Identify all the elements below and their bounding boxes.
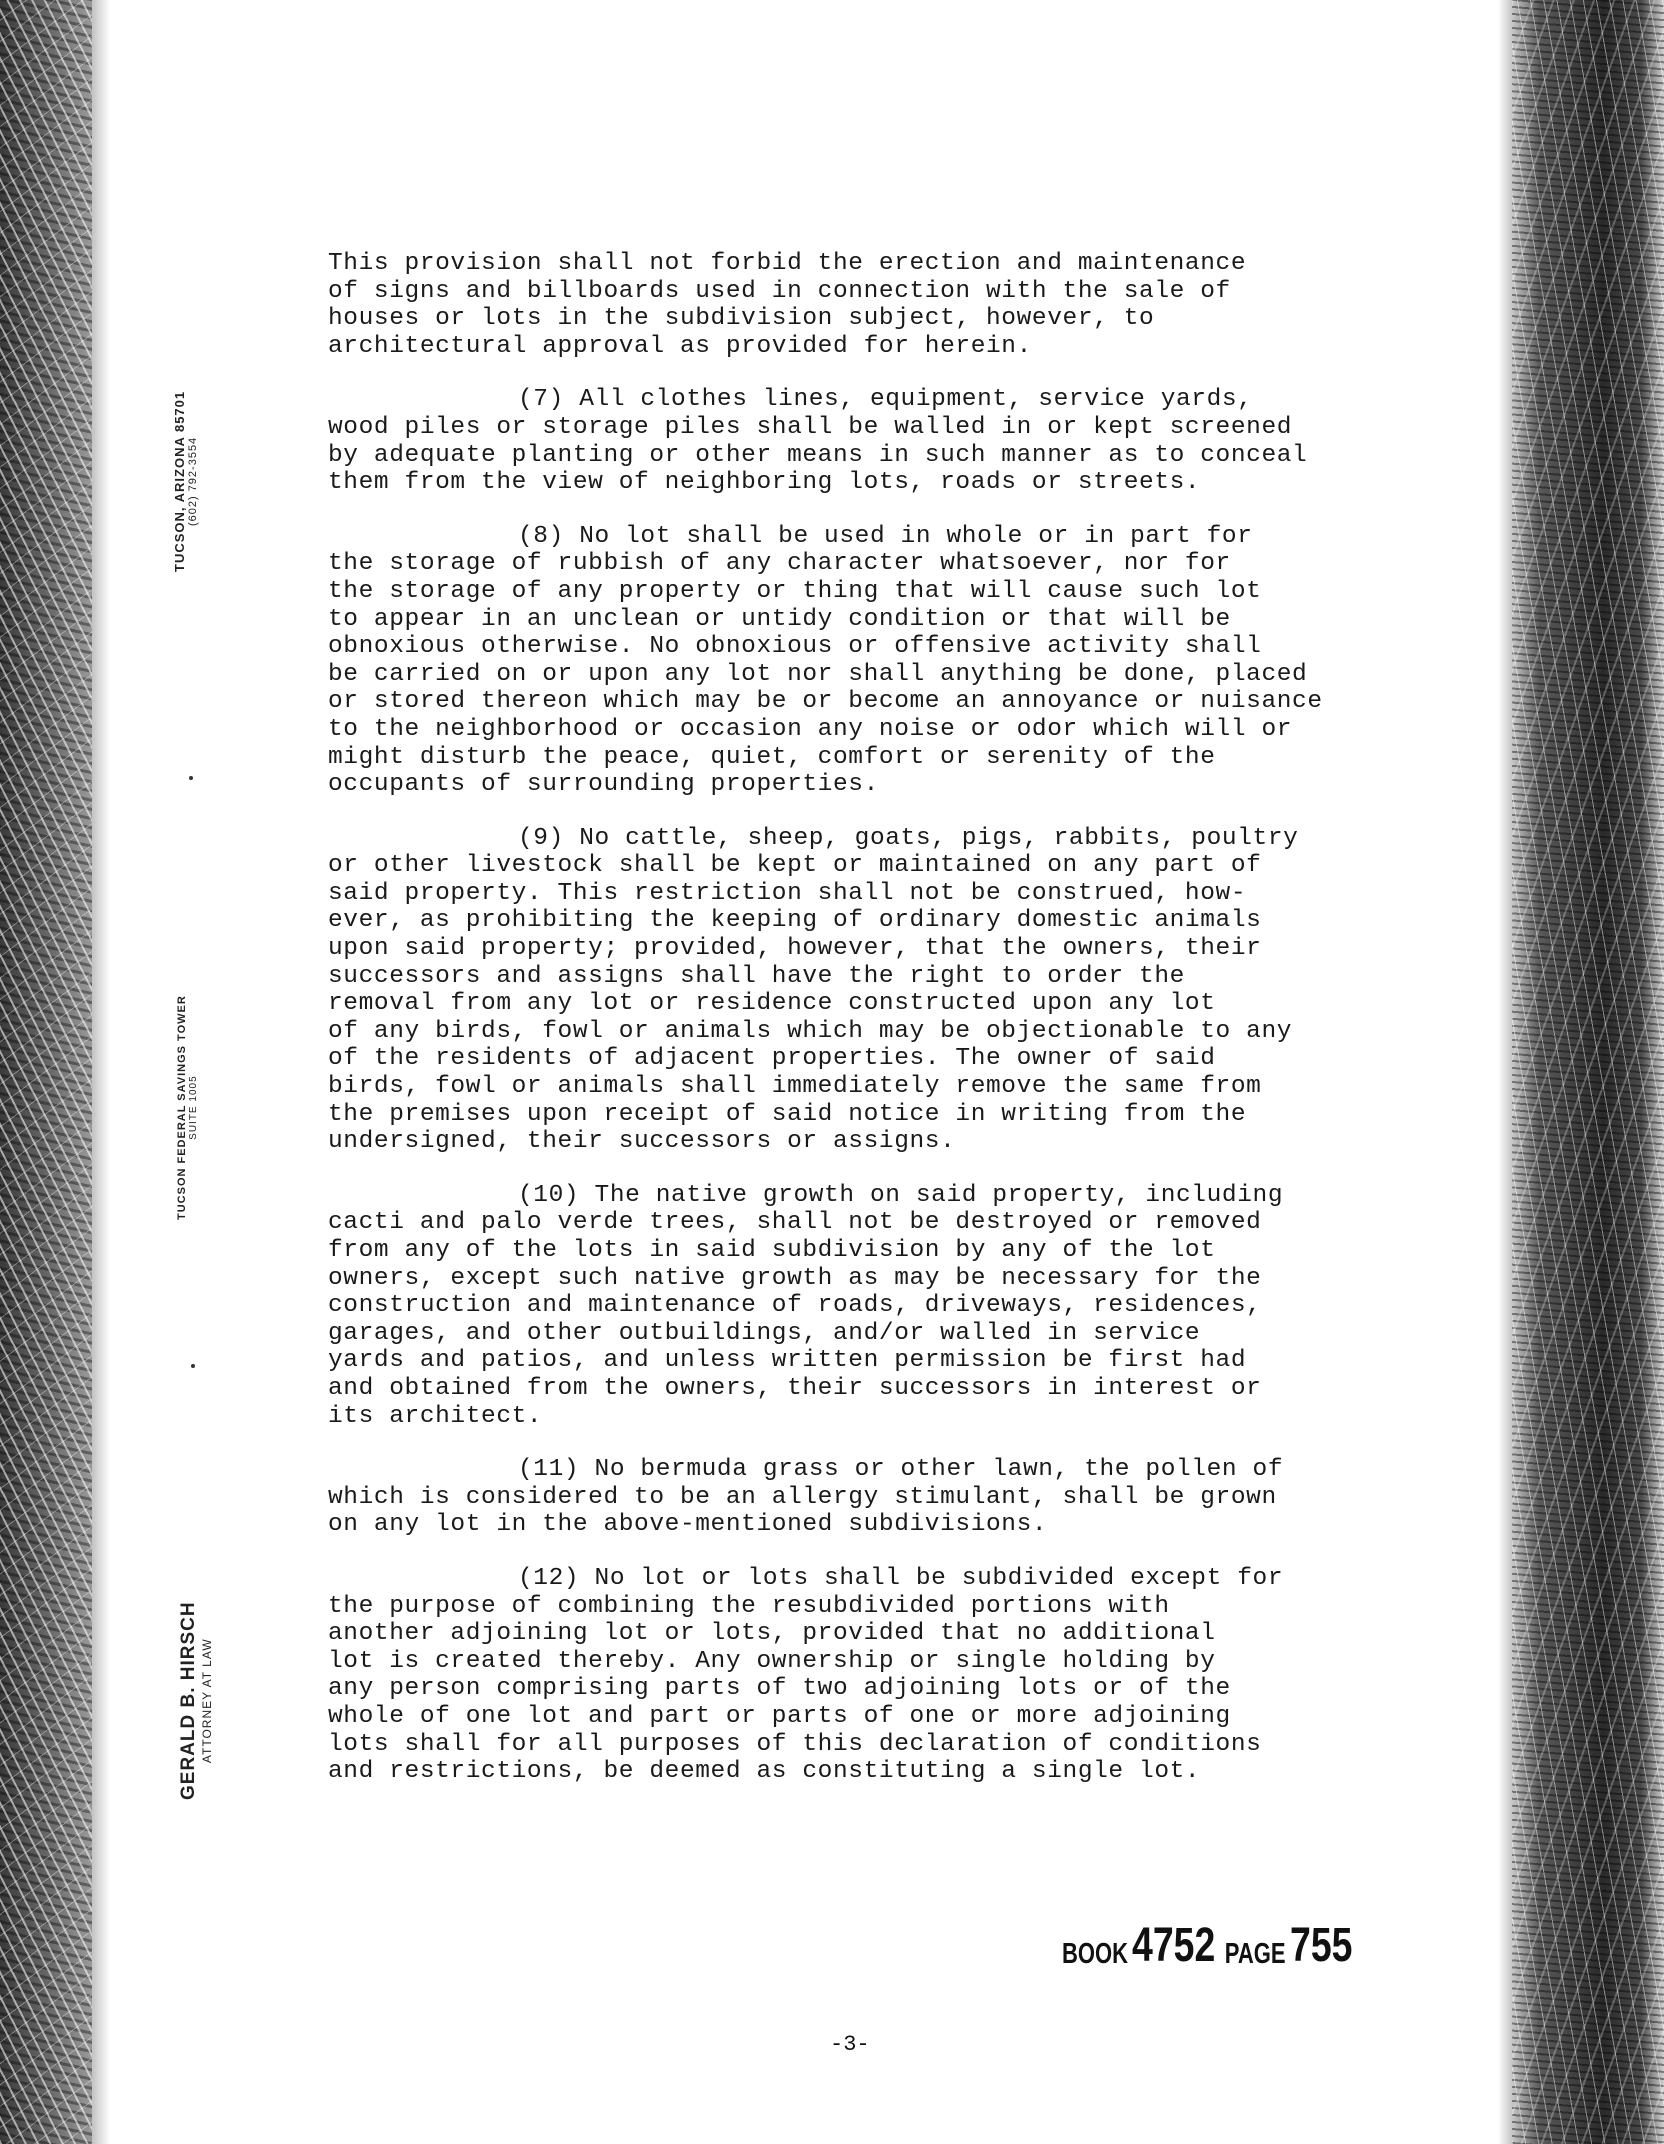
paragraph-11-bermuda-grass: (11) No bermuda grass or other lawn, the pollen of which is considered to be an allergy stimulant, shall be grown on any lot in the above-mentioned subdivisions. — [328, 1456, 1284, 1539]
stamp-book-label: BOOK — [1062, 1937, 1128, 1970]
margin-dot — [189, 776, 193, 780]
stamp-page-number: 755 — [1289, 1919, 1352, 1972]
paragraph-9-livestock: (9) No cattle, sheep, goats, pigs, rabbits, poultry or other livestock shall be kept or maintained on any part of said property. This restriction shall not be construed, how- ever, as prohibiting the keeping of ordinary domestic animals upon said property; provided, however, that the owners, their successors and assigns shall have the right to order the removal from any lot or residence constructed upon any lot of any birds, fowl or animals which may be objectionable to any of the residents of adjacent properties. The owner of said birds, fowl or animals shall immediately remove the same from the premises upon receipt of said notice in writing from the undersigned, their successors or assigns. — [328, 824, 1299, 1156]
margin-building — [176, 995, 199, 1220]
scan-edge-right — [1512, 0, 1664, 2144]
margin-building-name: TUCSON FEDERAL SAVINGS TOWER — [176, 995, 188, 1220]
attorney-name: GERALD B. HIRSCH — [178, 1601, 199, 1800]
margin-address — [172, 391, 199, 572]
book-page-stamp — [1062, 1918, 1370, 1973]
margin-address-city: TUCSON, ARIZONA 85701 — [172, 390, 187, 572]
stamp-page-label: PAGE — [1224, 1937, 1286, 1970]
margin-building-suite: SUITE 1005 — [188, 1075, 199, 1140]
margin-attorney — [178, 1601, 214, 1800]
paragraph-10-native-growth: (10) The native growth on said property, including cacti and palo verde trees, shall not be destroyed or removed from any of the lots in said subdivision by any of the lot owners, except such native growth as may be necessary for the construction and maintenance of roads, driveways, residences, garages, and other outbuildings, and/or walled in service yards and patios, and unless written permission be first had and obtained from the owners, their successors in interest or its architect. — [328, 1181, 1284, 1430]
margin-address-phone: (602) 792-3554 — [187, 436, 199, 527]
paragraph-12-subdivision: (12) No lot or lots shall be subdivided except for the purpose of combining the resubdivided portions with another adjoining lot or lots, provided that no additional lot is created thereby. Any ownership or single holding by any person comprising parts of two adjoining lots or of the whole of one lot and part or parts of one or more adjoining lots shall for all purposes of this declaration of conditions and restrictions, be deemed as constituting a single lot. — [328, 1564, 1284, 1786]
paragraph-8-storage: (8) No lot shall be used in whole or in part for the storage of rubbish of any character whatsoever, nor for the storage of any property or thing that will cause such lot to appear in an unclean or untidy condition or that will be obnoxious otherwise. No obnoxious or offensive activity shall be carried on or upon any lot nor shall anything be done, placed or stored thereon which may be or become an annoyance or nuisance to the neighborhood or occasion any noise or odor which will or might disturb the peace, quiet, comfort or serenity of the occupants of surrounding properties. — [328, 522, 1323, 799]
stamp-book-number: 4752 — [1132, 1919, 1216, 1972]
paragraph-7-clothes-lines: (7) All clothes lines, equipment, service yards, wood piles or storage piles shall be walled in or kept screened by adequate planting or other means in such manner as to conceal them from the view of neighboring lots, roads or streets. — [328, 386, 1308, 497]
paragraph-signs-provision: This provision shall not forbid the erection and maintenance of signs and billboards used in connection with the sale of houses or lots in the subdivision subject, however, to architectural approval as provided for herein. — [328, 250, 1247, 360]
page-number: -3- — [830, 2032, 870, 2057]
attorney-title: ATTORNEY AT LAW — [200, 1638, 214, 1764]
document-body — [328, 250, 1408, 1812]
margin-dot — [191, 1364, 195, 1368]
scan-edge-left — [0, 0, 92, 2144]
